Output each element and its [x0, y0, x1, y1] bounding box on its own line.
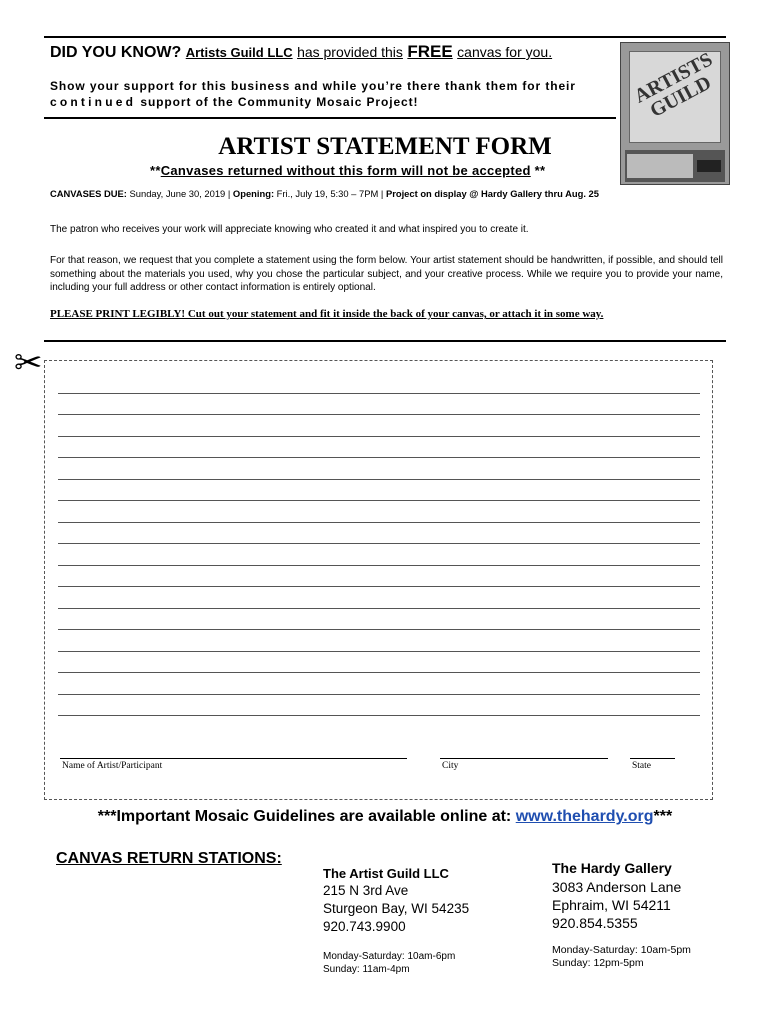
guild-station-hours: Monday-Saturday: 10am-6pm Sunday: 11am-4pm [323, 951, 456, 975]
due-line [50, 188, 599, 199]
guild-station-name: The Artist Guild LLC [323, 866, 449, 881]
writing-line[interactable] [58, 565, 700, 566]
writing-line[interactable] [58, 479, 700, 480]
due-date: Sunday, June 30, 2019 | [129, 188, 231, 199]
has-provided-text: has provided this [297, 44, 403, 60]
scissors-icon: ✂ [14, 344, 43, 382]
city-field[interactable] [440, 758, 608, 759]
writing-line[interactable] [58, 457, 700, 458]
writing-line[interactable] [58, 608, 700, 609]
writing-line[interactable] [58, 672, 700, 673]
logo-badge [697, 160, 721, 172]
guidelines-suffix: *** [653, 808, 673, 825]
return-stations-heading: CANVAS RETURN STATIONS: [56, 850, 282, 867]
did-you-know-line [50, 42, 552, 62]
returned-notice-text: Canvases returned without this form will not be accepted [160, 163, 531, 178]
display-text: Project on display @ Hardy Gallery thru Aug. 25 [385, 188, 599, 199]
hardy-station-address: 3083 Anderson Lane Ephraim, WI 54211 920.854.5355 [552, 879, 682, 931]
support-line1: Show your support for this business and while you’re there thank them for their [50, 79, 576, 93]
opening-label: Opening: [232, 188, 275, 199]
state-field[interactable] [630, 758, 675, 759]
hardy-station-hours: Monday-Saturday: 10am-5pm Sunday: 12pm-5pm [552, 944, 691, 969]
support-text [50, 78, 610, 110]
hardy-station-name: The Hardy Gallery [552, 860, 672, 876]
writing-line[interactable] [58, 500, 700, 501]
canvas-for-you-text: canvas for you. [457, 44, 553, 60]
city-label: City [442, 761, 459, 771]
opening-date: Fri., July 19, 5:30 – 7PM | [276, 188, 384, 199]
top-rule [44, 36, 726, 38]
artist-name-label: Name of Artist/Participant [62, 761, 163, 771]
did-you-know: DID YOU KNOW? [50, 44, 182, 61]
due-label: CANVASES DUE: [50, 188, 127, 199]
writing-line[interactable] [58, 694, 700, 695]
returned-notice [150, 163, 545, 178]
writing-line[interactable] [58, 629, 700, 630]
guidelines-prefix: ***Important Mosaic Guidelines are available online at: [97, 808, 516, 825]
writing-line[interactable] [58, 393, 700, 394]
header-rule [44, 117, 616, 119]
returned-suffix: ** [534, 163, 546, 178]
writing-line[interactable] [58, 715, 700, 716]
free-text: FREE [407, 42, 453, 61]
guidelines-link[interactable]: www.thehardy.org [515, 808, 654, 825]
intro-paragraph: The patron who receives your work will appreciate knowing who created it and what inspired you to create it. [50, 224, 529, 235]
print-notice: PLEASE PRINT LEGIBLY! Cut out your statement and fit it inside the back of your canvas, or attach it in some way. [50, 308, 604, 320]
logo-text: ARTISTS GUILD [630, 48, 717, 122]
form-title: ARTIST STATEMENT FORM [218, 133, 552, 160]
print-rule [44, 340, 726, 342]
writing-line[interactable] [58, 522, 700, 523]
returned-prefix: ** [150, 163, 161, 178]
artists-guild-logo [620, 42, 730, 185]
writing-line[interactable] [58, 586, 700, 587]
writing-line[interactable] [58, 543, 700, 544]
guild-station-address: 215 N 3rd Ave Sturgeon Bay, WI 54235 920.743.9900 [323, 883, 470, 934]
guidelines-line [0, 808, 770, 826]
state-label: State [632, 761, 651, 771]
writing-line[interactable] [58, 414, 700, 415]
guild-name: Artists Guild LLC [185, 45, 293, 60]
writing-line[interactable] [58, 436, 700, 437]
request-paragraph: For that reason, we request that you complete a statement using the form below. Your artist statement should be handwritten, if possible, and should tell something about the materials you used, why you chose the particular subject, and your creative process. While we require you to provide your name, including your full address or other contact information is entirely optional. [50, 255, 723, 294]
logo-emblem [629, 48, 721, 143]
cut-out-box [44, 360, 713, 800]
artist-name-field[interactable] [60, 758, 407, 759]
support-line2: support of the Community Mosaic Project! [140, 95, 419, 109]
support-continued: continued [50, 95, 137, 109]
writing-line[interactable] [58, 651, 700, 652]
